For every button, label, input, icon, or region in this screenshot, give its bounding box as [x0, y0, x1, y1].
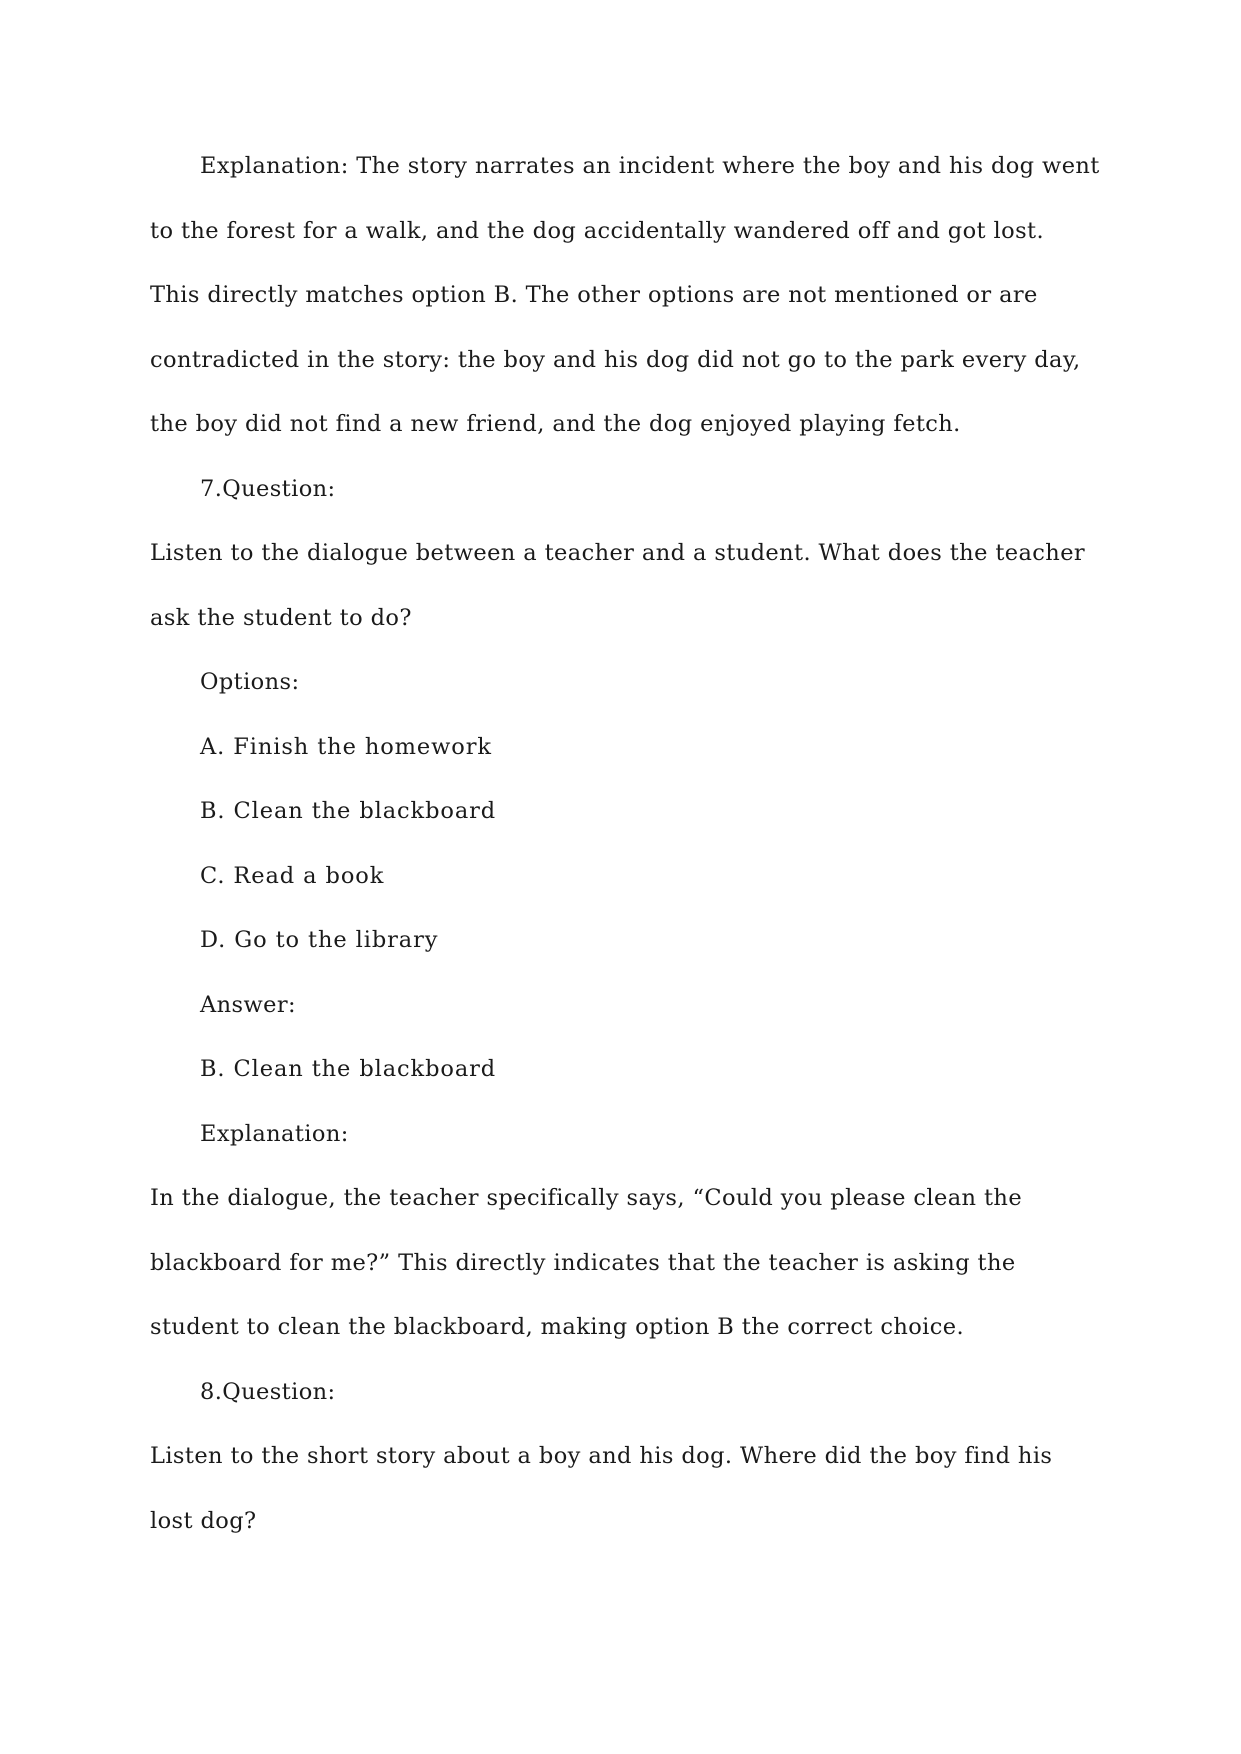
q6-explanation-line: contradicted in the story: the boy and his dog did not go to the park every day,: [150, 347, 1081, 373]
q7-explanation-line: student to clean the blackboard, making option B the correct choice.: [150, 1314, 965, 1340]
q7-option-a: A. Finish the homework: [200, 734, 492, 760]
q7-prompt-line: Listen to the dialogue between a teacher and a student. What does the teacher: [150, 540, 1086, 566]
q7-options-label: Options:: [200, 669, 300, 695]
q7-option-d: D. Go to the library: [200, 927, 439, 953]
q8-prompt-line: Listen to the short story about a boy and his dog. Where did the boy find his: [150, 1443, 1053, 1469]
q7-prompt-line: ask the student to do?: [150, 605, 412, 631]
q7-option-b: B. Clean the blackboard: [200, 798, 497, 824]
q7-explanation-line: In the dialogue, the teacher specifically says, “Could you please clean the: [150, 1185, 1023, 1211]
q7-option-c: C. Read a book: [200, 863, 385, 889]
q6-explanation-line: the boy did not find a new friend, and the dog enjoyed playing fetch.: [150, 411, 961, 437]
q7-explanation-line: blackboard for me?” This directly indicates that the teacher is asking the: [150, 1250, 1016, 1276]
q7-answer-label: Answer:: [200, 992, 296, 1018]
q7-explanation-label: Explanation:: [200, 1121, 349, 1147]
q6-explanation-line: to the forest for a walk, and the dog accidentally wandered off and got lost.: [150, 218, 1045, 244]
q8-prompt-line: lost dog?: [150, 1508, 257, 1534]
q6-explanation-line: This directly matches option B. The other options are not mentioned or are: [150, 282, 1038, 308]
q6-explanation-line: Explanation: The story narrates an incident where the boy and his dog went: [200, 153, 1100, 179]
q7-heading: 7.Question:: [200, 476, 336, 502]
q7-answer: B. Clean the blackboard: [200, 1056, 497, 1082]
q8-heading: 8.Question:: [200, 1379, 336, 1405]
